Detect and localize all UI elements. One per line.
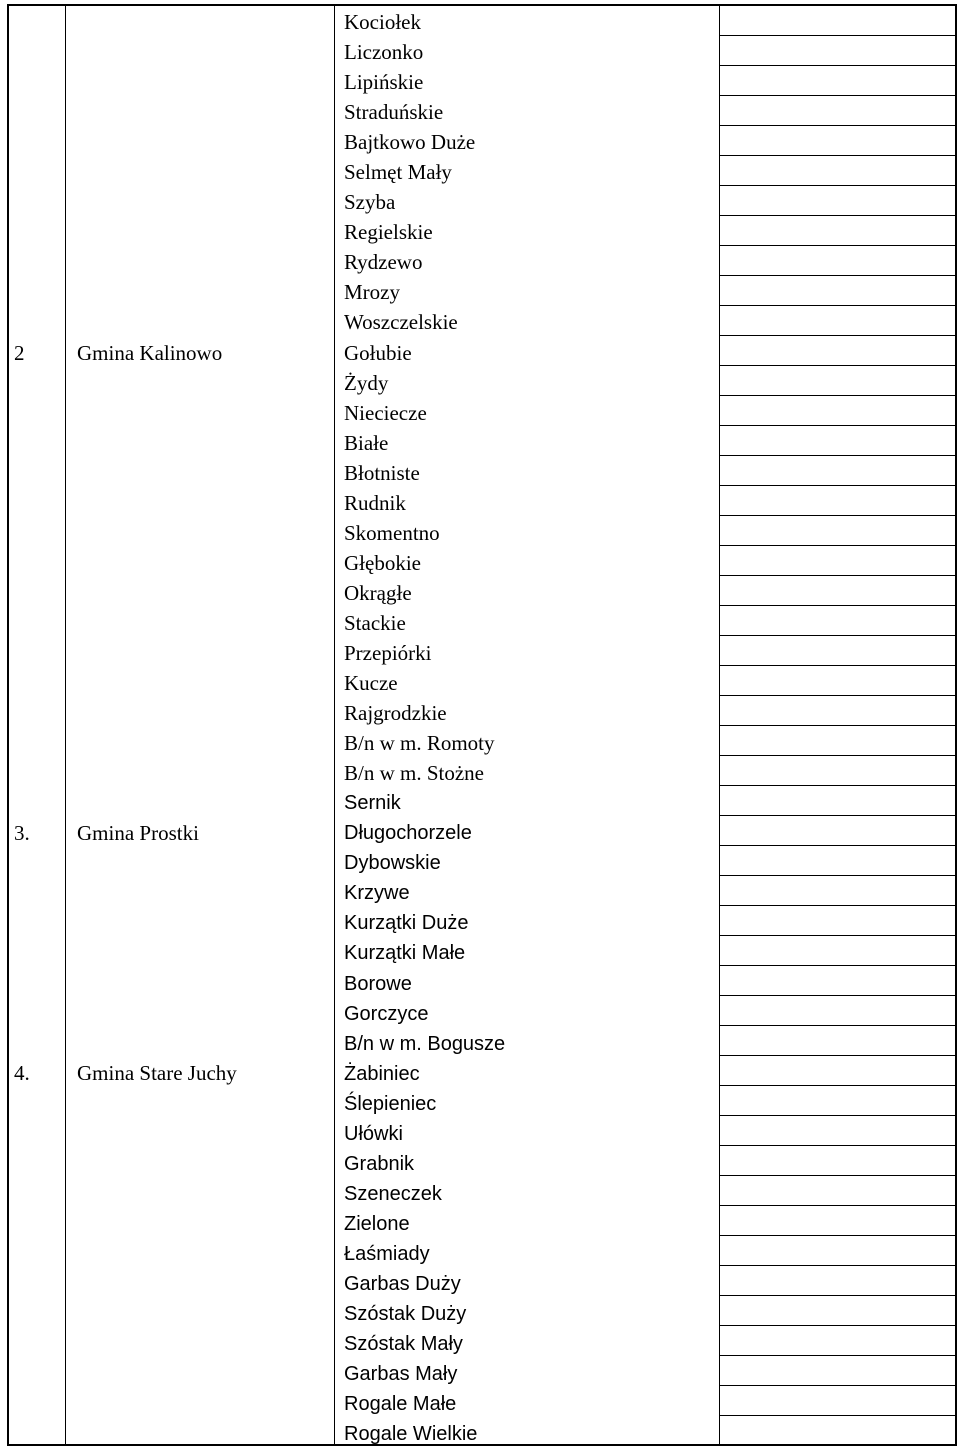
row-line [719, 876, 955, 906]
lake-item: Żabiniec [344, 1062, 420, 1085]
row-line [719, 1026, 955, 1056]
municipality-name: Gmina Kalinowo [77, 341, 223, 365]
row-line [719, 606, 955, 636]
lake-item: Kurzątki Duże [344, 912, 469, 935]
lakes-list [344, 7, 714, 1449]
lake-item: B/n w m. Stożne [344, 761, 484, 786]
lake-item: Rajgrodzkie [344, 701, 447, 726]
row-line [719, 456, 955, 486]
lake-item: Żydy [344, 370, 389, 395]
lake-item: Krzywe [344, 882, 410, 905]
row-line [719, 1326, 955, 1356]
row-line [719, 696, 955, 726]
row-line [719, 846, 955, 876]
lake-item: Okrągłe [344, 580, 412, 605]
lake-item: Stackie [344, 610, 406, 635]
column-divider-number [65, 6, 66, 1444]
lake-item: Lipińskie [344, 70, 424, 95]
row-line [719, 966, 955, 996]
lake-item: Rogale Wielkie [344, 1423, 478, 1446]
lake-item: Głębokie [344, 550, 421, 575]
lake-item: Kurzątki Małe [344, 942, 466, 965]
row-line [719, 126, 955, 156]
lake-item: Przepiórki [344, 640, 432, 665]
municipality-number: 4. [14, 1061, 30, 1085]
lake-item: Ślepieniec [344, 1092, 437, 1115]
lake-item: Szóstak Duży [344, 1303, 467, 1326]
lake-item: Dybowskie [344, 852, 441, 875]
row-line [719, 516, 955, 546]
row-line [719, 156, 955, 186]
lake-item: Gołubie [344, 340, 412, 365]
row-line [719, 336, 955, 366]
lake-item: Szóstak Mały [344, 1333, 463, 1356]
lake-item: Bajtkowo Duże [344, 130, 476, 155]
row-line [719, 906, 955, 936]
municipality-number: 2 [14, 341, 25, 365]
row-line [719, 786, 955, 816]
lake-item: Borowe [344, 972, 412, 995]
lake-item: Mrozy [344, 280, 400, 305]
lake-item: Regielskie [344, 220, 433, 245]
row-line [719, 936, 955, 966]
lake-item: Szeneczek [344, 1182, 442, 1205]
lake-item: Garbas Mały [344, 1363, 458, 1386]
lake-item: Skomentno [344, 520, 440, 545]
row-line [719, 1386, 955, 1416]
row-line [719, 216, 955, 246]
lake-item: Białe [344, 430, 389, 455]
row-line [719, 1236, 955, 1266]
row-line [719, 246, 955, 276]
lake-item: Kucze [344, 671, 398, 696]
row-line [719, 36, 955, 66]
lake-item: Straduńskie [344, 100, 444, 125]
row-line [719, 576, 955, 606]
row-line [719, 1116, 955, 1146]
lake-item: Liczonko [344, 40, 424, 65]
municipality-name: Gmina Prostki [77, 821, 199, 845]
lake-item: Gorczyce [344, 1002, 429, 1025]
lake-item: Rogale Małe [344, 1393, 457, 1416]
row-line [719, 726, 955, 756]
municipality-name: Gmina Stare Juchy [77, 1061, 237, 1085]
row-line [719, 756, 955, 786]
row-line [719, 1296, 955, 1326]
row-line [719, 366, 955, 396]
row-line [719, 1266, 955, 1296]
row-line [719, 636, 955, 666]
lake-item: Kociołek [344, 10, 421, 34]
lake-item: Ułówki [344, 1122, 403, 1145]
municipality-number: 3. [14, 821, 30, 845]
row-line [719, 666, 955, 696]
column-divider-municipality [334, 6, 335, 1444]
row-line [719, 426, 955, 456]
row-line [719, 1176, 955, 1206]
lake-item: Selmęt Mały [344, 160, 452, 185]
lake-item: Woszczelskie [344, 310, 458, 335]
row-line [719, 6, 955, 36]
lakes-table [7, 4, 957, 1446]
row-line [719, 186, 955, 216]
row-line [719, 66, 955, 96]
lake-item: Garbas Duży [344, 1272, 461, 1295]
row-line [719, 546, 955, 576]
lake-item: Łaśmiady [344, 1242, 430, 1265]
row-line [719, 1086, 955, 1116]
lake-item: Rudnik [344, 490, 406, 515]
lake-item: Grabnik [344, 1152, 415, 1175]
row-line [719, 996, 955, 1026]
row-line [719, 306, 955, 336]
lake-item: Szyba [344, 190, 396, 215]
row-line [719, 96, 955, 126]
row-line [719, 1146, 955, 1176]
last-column-rows [719, 6, 955, 1416]
row-line [719, 816, 955, 846]
row-line [719, 486, 955, 516]
row-line [719, 1356, 955, 1386]
lake-item: Błotniste [344, 460, 420, 485]
row-line [719, 1206, 955, 1236]
row-line [719, 276, 955, 306]
lake-item: B/n w m. Romoty [344, 731, 495, 756]
row-line [719, 396, 955, 426]
lake-item: Nieciecze [344, 400, 427, 425]
lake-item: Sernik [344, 792, 401, 815]
lake-item: Zielone [344, 1212, 410, 1235]
row-line [719, 1056, 955, 1086]
lake-item: Długochorzele [344, 822, 472, 845]
lake-item: B/n w m. Bogusze [344, 1032, 506, 1055]
lake-item: Rydzewo [344, 250, 423, 275]
